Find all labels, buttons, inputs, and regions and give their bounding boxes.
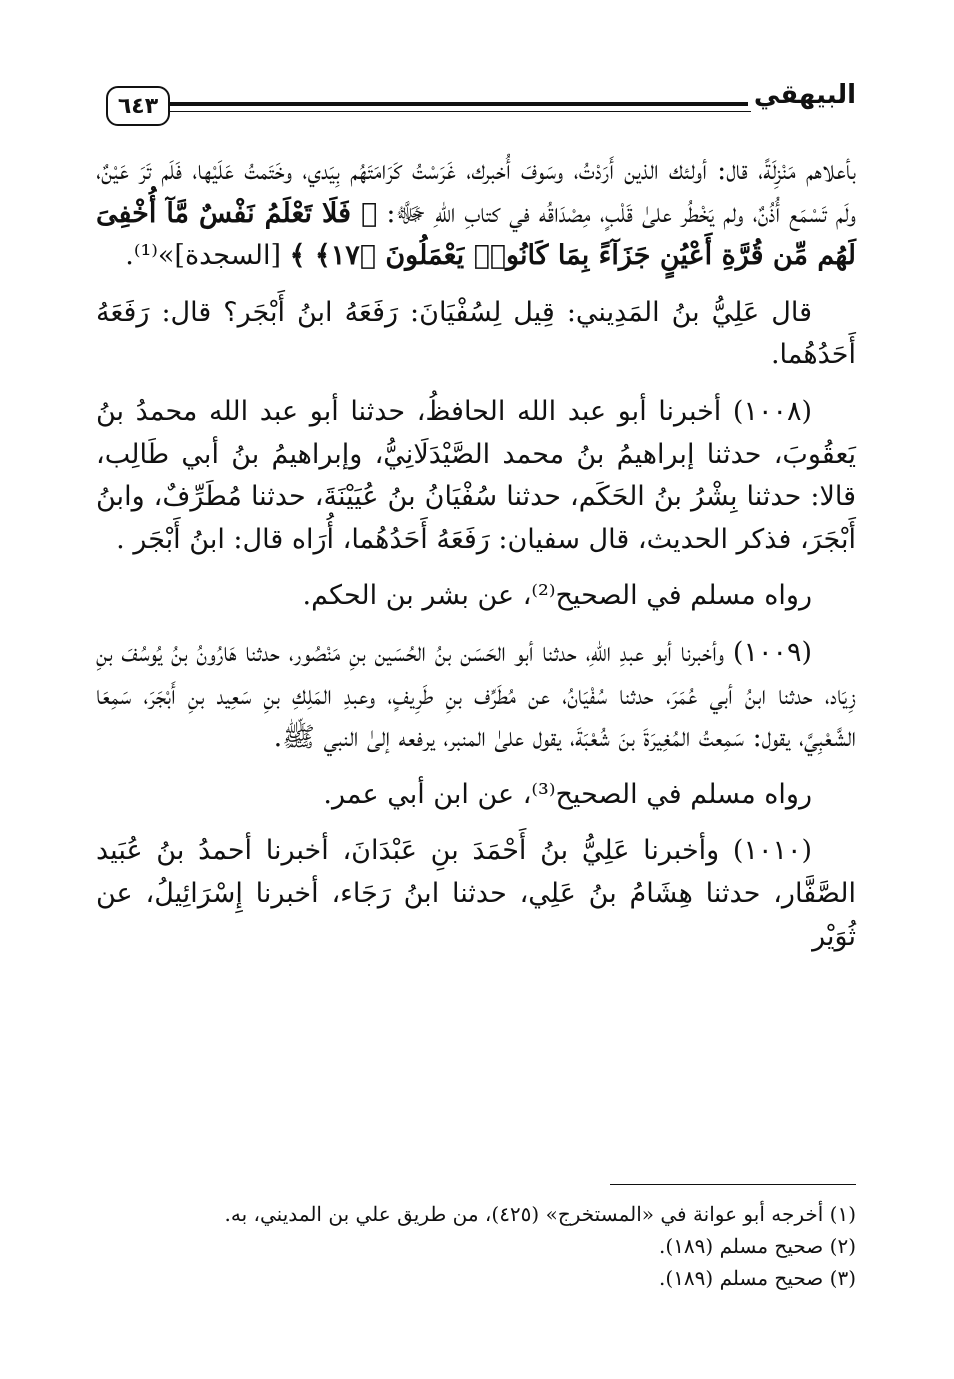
footnote-3: (٣) صحيح مسلم (١٨٩).: [659, 1266, 856, 1290]
paragraph-1-tail: [السجدة]»⁽¹⁾.: [125, 240, 282, 272]
header-thick-rule: [166, 102, 751, 106]
hadith-1010: (١٠١٠) وأخبرنا عَلِيُّ بنُ أَحْمَدَ بنِ عَبْدَانَ، أخبرنا أحمدُ بنُ عُبَيد الصَّفَّار، حدثنا هِشَامُ بنُ عَلِي، حدثنا ابنُ رَجَاء، أخبرنا إِسْرَائِيلُ، عن ثُوَيْر: [96, 835, 856, 952]
footnote-separator: [610, 1184, 856, 1185]
paragraph-4: رواه مسلم في الصحيح⁽²⁾، عن بشر بن الحكم.: [302, 580, 812, 612]
footnote-2: (٢) صحيح مسلم (١٨٩).: [659, 1234, 856, 1258]
paragraph-1-text: بأعلاهم مَنْزِلَةً، قال: أولئك الذين أَرَدْتُ، وسَوفَ أُخبرك، غَرَسْتُ كَرَامَتَهُم بِيَدي، وخَتَمتُ عَلَيْها، فَلَم تَرَ عَيْنٌ، ولَم تَسْمَع أُذُنٌ، ولم يَخْطُر علىٰ قَلْبٍ، مِصْدَاقُه في كتابِ اللهِ ﷻ:: [96, 155, 856, 229]
hadith-1009: (١٠٠٩) وأخبرنا أبو عبدِ اللهِ، حدثنا أبو الحَسَن بنُ الحُسَين بنِ مَنْصُور، حدثنا هَارُونُ بنُ يُوسُفَ بنِ زِيَاد، حدثنا ابنُ أبي عُمَرَ، حدثنا سُفْيَانُ، عن مُطَرِّف بنِ طَرِيفٍ، وعبدِ المَلِكِ بنِ سَعِيد بنِ أَبْجَرَ، سَمِعَا الشَّعْبِيَّ، يقول: سَمِعتُ المُغِيرَةَ بنَ شُعْبَةَ، يقول علىٰ المنبر، يرفعه إلىٰ النبي ﷺ.: [96, 636, 856, 754]
hadith-1008: (١٠٠٨) أخبرنا أبو عبد الله الحافظُ، حدثنا أبو عبد الله محمدُ بنُ يَعقُوبَ، حدثنا إبراهيمُ بنُ محمد الصَّيْدَلَانِيُّ، وإبراهيمُ بنُ أبي طَالِب، قالا: حدثنا بِشْرُ بنُ الحَكَم، حدثنا سُفْيَانُ بنُ عُيَيْنَةَ، حدثنا مُطَرِّفٌ، وابنُ أَبْجَرَ، فذكر الحديث، قال سفيان: رَفَعَهُ أَحَدُهُما، أُرَاه قال: ابنُ أَبْجَر .: [96, 395, 856, 555]
quran-verse: ﴿ فَلَا تَعْلَمُ نَفْسٌ مَّآ أُخْفِىَ لَهُم مِّن قُرَّةِ أَعْيُنٍ جَزَآءً بِمَا كَانُوا۟ يَعْمَلُونَ ﴿١٧﴾ ﴾: [96, 197, 856, 272]
header-thin-rule: [166, 111, 751, 112]
paragraph-6: رواه مسلم في الصحيح⁽³⁾، عن ابن أبي عمر.: [323, 778, 812, 810]
paragraph-2: قال عَلِيُّ بنُ المَدِيني: قِيل لِسُفْيَانَ: رَفَعَهُ ابنُ أَبْجَر؟ قال: رَفَعَهُ أَحَدُهُما.: [96, 296, 856, 371]
main-text: [96, 150, 856, 958]
paragraph-1: [96, 150, 856, 278]
running-title: البيهقي: [748, 80, 856, 110]
page-header: [96, 76, 856, 136]
footnotes: [156, 1198, 856, 1294]
page-number: ٦٤٣: [106, 86, 170, 126]
footnote-1: (١) أخرجه أبو عوانة في «المستخرج» (٤٢٥)، من طريق علي بن المديني، به.: [224, 1202, 856, 1226]
